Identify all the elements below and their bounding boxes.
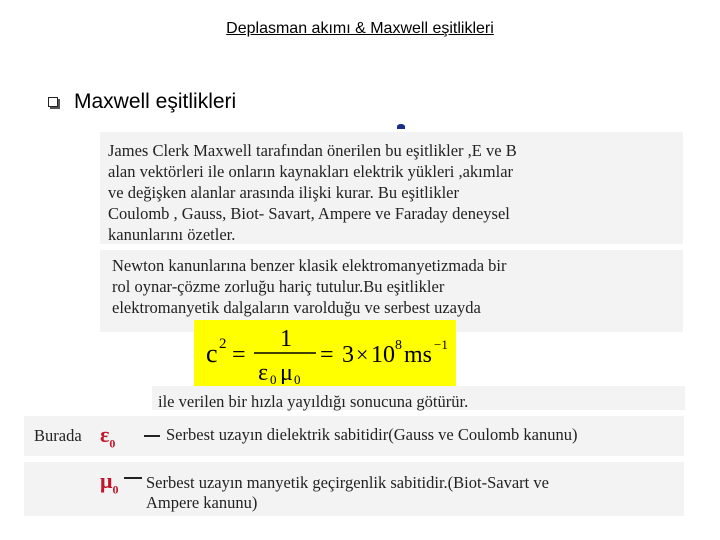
mu-description: Serbest uzayın manyetik geçirgenlik sabitidir.(Biot-Savart ve Ampere kanunu) bbox=[146, 473, 549, 512]
formula-unit-exponent: −1 bbox=[434, 337, 448, 352]
decorative-dot-icon bbox=[397, 124, 405, 129]
definition-mu bbox=[24, 462, 684, 516]
formula-svg bbox=[204, 324, 454, 384]
formula-mu: μ bbox=[280, 360, 293, 384]
formula-equals-2: = bbox=[320, 342, 334, 368]
checkbox-bullet-icon bbox=[48, 97, 58, 107]
formula-epsilon: ε bbox=[258, 360, 269, 384]
definition-epsilon bbox=[24, 416, 684, 456]
speed-of-light-formula bbox=[194, 320, 456, 388]
epsilon-dash bbox=[144, 435, 160, 437]
paragraph-panel-1 bbox=[100, 132, 683, 244]
formula-exponent: 8 bbox=[395, 338, 402, 353]
formula-numerator: 1 bbox=[280, 326, 292, 352]
epsilon-symbol bbox=[100, 422, 115, 451]
paragraph-3: ile verilen bir hızla yayıldığı sonucuna götürür. bbox=[158, 392, 469, 411]
mu-letter: μ bbox=[100, 468, 113, 493]
mu-dash bbox=[124, 477, 142, 479]
formula-unit: ms bbox=[404, 342, 433, 368]
mu-subscript: 0 bbox=[112, 482, 119, 497]
epsilon-description: Serbest uzayın dielektrik sabitidir(Gauss ve Coulomb kanunu) bbox=[166, 425, 578, 444]
paragraph-1: James Clerk Maxwell tarafından önerilen bu eşitlikler ,E ve B alan vektörleri ile onların kaynakları elektrik yükleri ,akımlar ve değişken alanlar arasında ilişki kurar. Bu eşitlikler Coulomb , Gauss, Biot- Savart, Ampere ve Faraday deneysel kanunlarını özetler. bbox=[108, 141, 517, 244]
formula-lhs-exponent: 2 bbox=[219, 336, 227, 352]
formula-mu-sub: 0 bbox=[294, 372, 301, 384]
formula-times: × bbox=[356, 342, 369, 367]
paragraph-panel-3 bbox=[152, 386, 685, 410]
epsilon-subscript: 0 bbox=[109, 436, 116, 451]
formula-epsilon-sub: 0 bbox=[270, 372, 277, 384]
formula-base: 10 bbox=[371, 342, 395, 368]
slide-title: Deplasman akımı & Maxwell eşitlikleri bbox=[226, 20, 494, 37]
epsilon-letter: ε bbox=[100, 422, 110, 447]
formula-lhs: c bbox=[206, 339, 218, 368]
mu-symbol bbox=[100, 468, 118, 497]
formula-equals: = bbox=[232, 342, 246, 368]
bullet-text: Maxwell eşitlikleri bbox=[74, 90, 237, 113]
formula-coefficient: 3 bbox=[342, 342, 354, 368]
paragraph-2: Newton kanunlarına benzer klasik elektromanyetizmada bir rol oynar-çözme zorluğu hariç tutulur.Bu eşitlikler elektromanyetik dalgaların varolduğu ve serbest uzayda bbox=[112, 256, 507, 317]
definitions-label: Burada bbox=[34, 426, 82, 445]
bullet-item bbox=[48, 90, 236, 114]
